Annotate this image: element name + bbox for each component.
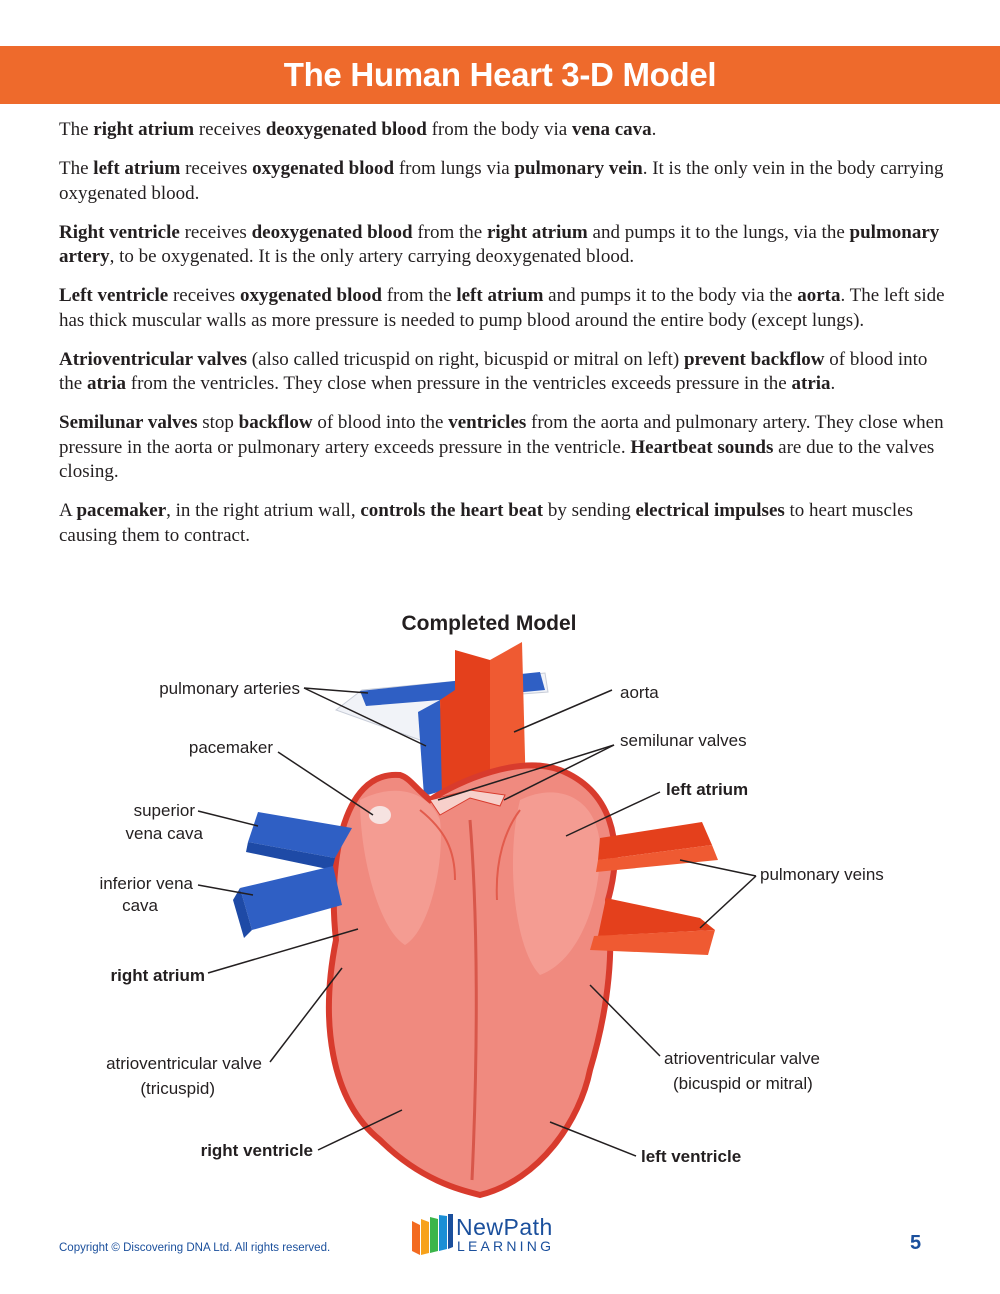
bold-term: left atrium: [93, 158, 181, 179]
bold-term: pulmonary artery: [59, 221, 940, 267]
text-run: .: [651, 119, 657, 140]
text-run: The: [59, 119, 94, 140]
text-run: . The left side has thick muscular walls as more pressure is needed to pump blood around the entire body (except lungs).: [59, 285, 945, 331]
bold-term: right atrium: [93, 119, 195, 140]
text-run: from the body via: [426, 119, 572, 140]
label-superior-vena-cava-line1: superior: [133, 801, 195, 820]
text-run: and pumps it to the body via the: [543, 285, 798, 306]
text-run: . It is the only vein in the body carrying oxygenated blood.: [59, 158, 944, 204]
bold-term: Heartbeat sounds: [630, 436, 774, 458]
text-run: receives: [168, 285, 240, 306]
text-run: , to be oxygenated. It is the only artery carrying deoxygenated blood.: [109, 246, 635, 267]
text-run: of blood into the: [59, 348, 928, 394]
text-run: from the: [381, 285, 457, 306]
logo-wordmark-top: NewPath: [456, 1214, 553, 1240]
newpath-logo: [410, 1213, 590, 1257]
page-number: 5: [910, 1232, 922, 1254]
logo-wordmark-bottom: LEARNING: [457, 1238, 555, 1254]
text-run: The: [59, 158, 94, 179]
bold-term: backflow: [238, 412, 313, 433]
bold-term: vena cava: [571, 119, 652, 140]
label-inferior-vena-cava-line1: inferior vena: [99, 874, 193, 893]
text-run: by sending: [543, 500, 636, 521]
text-run: , in the right atrium wall,: [166, 500, 361, 521]
text-run: of blood into the: [312, 412, 449, 433]
text-run: (also called tricuspid on right, bicuspid or mitral on left): [247, 348, 684, 370]
label-right-ventricle: right ventricle: [200, 1141, 313, 1160]
bold-term: aorta: [797, 285, 841, 306]
label-pulmonary-arteries: pulmonary arteries: [159, 679, 300, 698]
text-run: from the aorta and pulmonary artery. They close when pressure in the aorta or pulmonary artery exceeds pressure in the ventricle.: [59, 412, 944, 458]
text-run: from lungs via: [394, 158, 515, 179]
bold-term: atria: [791, 373, 831, 394]
bold-term: Left ventricle: [59, 285, 169, 306]
bold-term: deoxygenated blood: [251, 221, 413, 243]
text-run: receives: [194, 119, 266, 140]
text-run: from the ventricles. They close when pressure in the ventricles exceeds pressure in the: [126, 373, 792, 394]
label-right-atrium: right atrium: [110, 966, 205, 985]
bold-term: deoxygenated blood: [265, 119, 427, 140]
text-run: and pumps it to the lungs, via the: [587, 221, 850, 243]
bold-term: pacemaker: [76, 500, 167, 521]
bold-term: ventricles: [448, 412, 527, 433]
diagram-title: Completed Model: [401, 612, 577, 635]
bold-term: atria: [86, 373, 127, 394]
copyright-notice: Copyright © Discovering DNA Ltd. All rights reserved.: [59, 1242, 331, 1254]
bold-term: pulmonary vein: [514, 158, 643, 179]
label-av-valve-mitral-line2: (bicuspid or mitral): [673, 1074, 813, 1093]
label-pulmonary-veins: pulmonary veins: [760, 865, 884, 884]
label-av-valve-tricuspid-line2: (tricuspid): [140, 1079, 215, 1098]
bold-term: right atrium: [486, 221, 588, 243]
label-av-valve-tricuspid-line1: atrioventricular valve: [106, 1054, 262, 1073]
bold-term: controls the heart beat: [360, 500, 544, 521]
bold-term: Semilunar valves: [59, 412, 198, 433]
label-av-valve-mitral-line1: atrioventricular valve: [664, 1049, 820, 1068]
bold-term: oxygenated blood: [252, 158, 395, 179]
text-run: stop: [197, 412, 239, 433]
text-run: from the: [412, 221, 487, 243]
label-left-ventricle: left ventricle: [641, 1147, 742, 1166]
bold-term: prevent backflow: [683, 348, 825, 370]
label-aorta: aorta: [620, 683, 659, 702]
book-icon: [410, 1213, 454, 1257]
bold-term: Atrioventricular valves: [59, 348, 248, 370]
bold-term: left atrium: [456, 285, 544, 306]
label-pacemaker: pacemaker: [188, 738, 273, 757]
text-run: are due to the valves closing.: [59, 436, 935, 482]
text-run: receives: [179, 221, 252, 243]
bold-term: oxygenated blood: [239, 285, 382, 306]
text-run: to heart muscles causing them to contract.: [59, 500, 913, 546]
label-superior-vena-cava-line2: vena cava: [125, 824, 203, 843]
text-run: .: [830, 373, 836, 394]
label-left-atrium: left atrium: [666, 780, 749, 799]
label-semilunar-valves: semilunar valves: [620, 731, 747, 750]
page-title: The Human Heart 3-D Model: [283, 56, 717, 93]
text-run: A: [59, 500, 77, 521]
text-run: receives: [180, 158, 253, 179]
bold-term: electrical impulses: [635, 500, 785, 521]
label-inferior-vena-cava-line2: cava: [122, 896, 158, 915]
bold-term: Right ventricle: [59, 221, 180, 243]
